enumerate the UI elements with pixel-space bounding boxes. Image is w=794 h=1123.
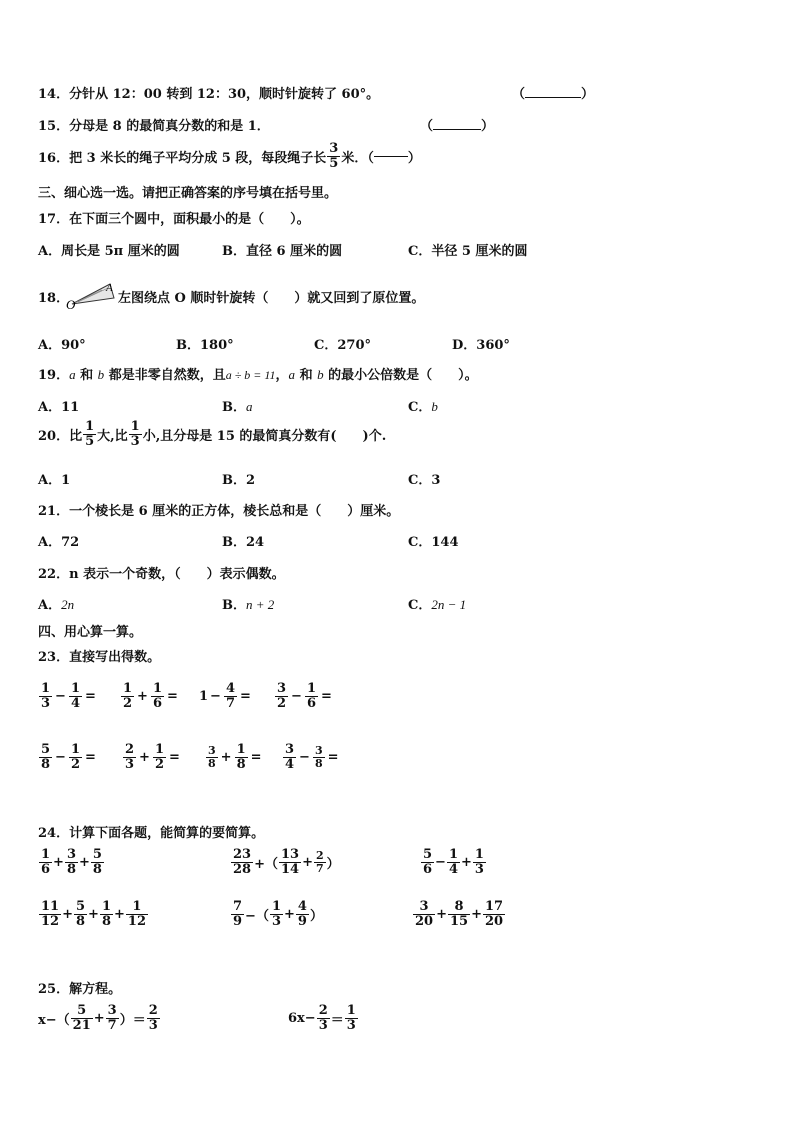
section-3-heading: 三、细心选一选。请把正确答案的序号填在括号里。 xyxy=(38,186,338,201)
point-a-label: A xyxy=(106,282,113,294)
question-14-text: 14．分针从 12：00 转到 12：30，顺时针旋转了 60°。 xyxy=(38,87,380,102)
calc-expression: $\frac{3}{20}$ + $\frac{8}{15}$ + $\frac{17}{20}$ xyxy=(415,899,504,929)
question-15 xyxy=(38,115,270,134)
option-21-b[interactable]: B．24 xyxy=(222,535,265,550)
question-19: 19．a 和 b 都是非零自然数，且a ÷ b = 11，a 和 b 的最小公倍数是（ ）。 xyxy=(38,367,478,383)
option-22-b[interactable]: B．n + 2 xyxy=(222,597,275,613)
equation-2: 6x− $\frac{2}{3}$ ＝ $\frac{1}{3}$ xyxy=(288,1003,356,1033)
mental-calc-item: $\frac{3}{8}$ + $\frac{1}{8}$ = xyxy=(208,742,262,772)
option-17-b[interactable]: B．直径 6 厘米的圆 xyxy=(222,244,343,259)
section-4-heading: 四、用心算一算。 xyxy=(38,625,143,640)
calc-expression: $\frac{7}{9}$ −（ $\frac{1}{3}$ + $\frac{4}{9}$ ） xyxy=(233,899,323,929)
option-20-a[interactable]: A．1 xyxy=(38,473,71,488)
mental-calc-item: $\frac{1}{3}$ − $\frac{1}{4}$ = xyxy=(41,681,96,711)
calc-expression: $\frac{5}{6}$ − $\frac{1}{4}$ + $\frac{1}{3}$ xyxy=(423,847,484,877)
equation-1: x−（ $\frac{5}{21}$ + $\frac{3}{7}$ ）＝ $\frac{2}{3}$ xyxy=(38,1003,158,1033)
option-22-c[interactable]: C．2n − 1 xyxy=(408,597,467,613)
question-16: 16．把 3 米长的绳子平均分成 5 段，每段绳子长 $\frac{3}{5}$ 米．（ ） xyxy=(38,141,421,171)
option-17-a[interactable]: A．周长是 5π 厘米的圆 xyxy=(38,244,180,259)
option-19-a[interactable]: A．11 xyxy=(38,400,80,415)
option-18-c[interactable]: C．270° xyxy=(314,338,371,353)
option-19-c[interactable]: C．b xyxy=(408,399,438,415)
mental-calc-item: $\frac{5}{8}$ − $\frac{1}{2}$ = xyxy=(41,742,96,772)
option-20-b[interactable]: B．2 xyxy=(222,473,256,488)
question-15-text: 15．分母是 8 的最简真分数的和是 1． xyxy=(38,119,270,134)
option-18-d[interactable]: D．360° xyxy=(452,338,510,353)
question-25-stem: 25．解方程。 xyxy=(38,982,122,997)
question-18-text: 左图绕点 O 顺时针旋转（ ）就又回到了原位置。 xyxy=(118,291,425,306)
point-o-label: O xyxy=(66,297,76,310)
question-17-stem: 17．在下面三个圆中，面积最小的是（ ）。 xyxy=(38,212,310,227)
option-22-a[interactable]: A．2n xyxy=(38,597,75,613)
answer-blank-14[interactable]: （ ） xyxy=(512,87,595,102)
question-14 xyxy=(38,83,379,102)
option-18-b[interactable]: B．180° xyxy=(176,338,234,353)
mental-calc-item: $\frac{1}{2}$ + $\frac{1}{6}$ = xyxy=(123,681,178,711)
option-21-a[interactable]: A．72 xyxy=(38,535,80,550)
mental-calc-item: $\frac{3}{2}$ − $\frac{1}{6}$ = xyxy=(277,681,332,711)
question-21-stem: 21．一个棱长是 6 厘米的正方体，棱长总和是（ ）厘米。 xyxy=(38,504,400,519)
question-18-number: 18． xyxy=(38,291,70,306)
fraction: $\frac{3}{5}$ xyxy=(329,141,339,171)
option-21-c[interactable]: C．144 xyxy=(408,535,459,550)
mental-calc-item: 1 − $\frac{4}{7}$ = xyxy=(199,681,251,711)
calc-expression: $\frac{11}{12}$ + $\frac{5}{8}$ + $\frac{1}{8}$ + $\frac{1}{12}$ xyxy=(41,899,146,929)
answer-blank-16[interactable] xyxy=(374,156,408,157)
question-24-stem: 24．计算下面各题，能简算的要简算。 xyxy=(38,826,265,841)
question-20: 20．比 $\frac{1}{5}$ 大,比 $\frac{1}{3}$ 小,且分母是 15 的最简真分数有( )个. xyxy=(38,419,387,449)
option-20-c[interactable]: C．3 xyxy=(408,473,441,488)
rotation-triangle-figure xyxy=(66,278,118,310)
equation: a ÷ b = 11 xyxy=(225,368,276,382)
mental-calc-item: $\frac{3}{4}$ − $\frac{3}{8}$ = xyxy=(285,742,339,772)
fraction: $\frac{1}{5}$ xyxy=(85,419,95,449)
option-17-c[interactable]: C．半径 5 厘米的圆 xyxy=(408,244,528,259)
question-23-stem: 23．直接写出得数。 xyxy=(38,650,161,665)
fraction: $\frac{1}{3}$ xyxy=(130,419,140,449)
mental-calc-item: $\frac{2}{3}$ + $\frac{1}{2}$ = xyxy=(125,742,180,772)
calc-expression: $\frac{1}{6}$ + $\frac{3}{8}$ + $\frac{5}{8}$ xyxy=(41,847,102,877)
question-22-stem: 22．n 表示一个奇数，（ ）表示偶数。 xyxy=(38,567,285,582)
option-19-b[interactable]: B．a xyxy=(222,399,253,415)
option-18-a[interactable]: A．90° xyxy=(38,338,86,353)
calc-expression: $\frac{23}{28}$ +（ $\frac{13}{14}$ + $\frac{2}{7}$ ） xyxy=(233,847,340,877)
answer-blank-15[interactable]: （ ） xyxy=(420,119,495,134)
